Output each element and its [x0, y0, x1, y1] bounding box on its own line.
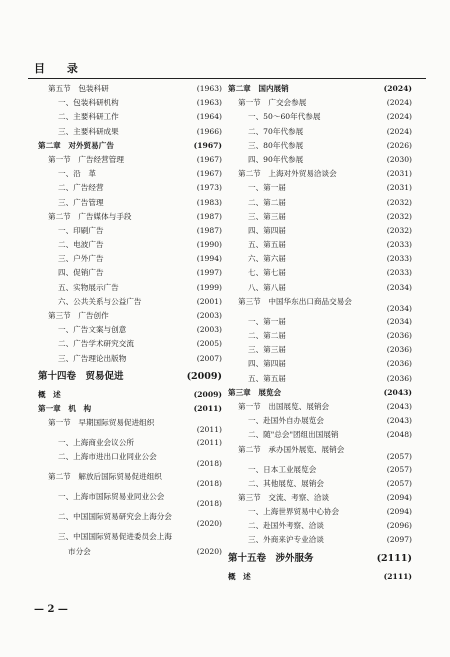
toc-entry-title: 二、电波广告	[58, 240, 104, 250]
toc-entry-page: (1967)	[196, 154, 222, 164]
toc-entry-page: (2111)	[383, 571, 412, 581]
toc-entry-title: 第二节 上海对外贸易洽谈会	[238, 169, 337, 179]
toc-entry	[228, 519, 412, 533]
toc-entry-title: 二、其他展览、展销会	[248, 478, 324, 488]
toc-entry-title: 概 述	[228, 571, 251, 581]
toc-entry-page: (2032)	[386, 211, 412, 221]
toc-entry	[38, 510, 222, 530]
toc-entry	[228, 372, 412, 386]
toc-entry-title: 五、第五届	[248, 373, 286, 383]
toc-entry	[38, 402, 222, 416]
toc-entry-page: (2030)	[386, 154, 412, 164]
toc-entry-page: (2020)	[196, 519, 222, 529]
toc-entry-page: (1990)	[196, 240, 222, 250]
toc-entry-title: 一、广告文案与创意	[58, 325, 127, 335]
toc-entry-title: 三、第三届	[248, 211, 286, 221]
toc-entry-page: (2005)	[196, 339, 222, 349]
toc-entry-title: 第三章 展览会	[228, 387, 282, 397]
toc-entry	[38, 450, 222, 470]
toc-entry	[38, 323, 222, 337]
toc-entry-title: 四、第四届	[248, 225, 286, 235]
toc-entry-title: 第一章 机 构	[38, 403, 92, 413]
toc-entry-title: 一、沿 革	[58, 169, 96, 179]
toc-entry-title: 四、90年代参展	[248, 154, 304, 164]
toc-entry-title: 三、外商来沪专业洽谈	[248, 535, 324, 545]
toc-entry-title: 第二章 对外贸易广告	[38, 140, 114, 150]
toc-entry-title: 第三节 中国华东出口商品交易会	[238, 296, 352, 306]
toc-entry-title: 一、上海商业会议公所	[58, 438, 134, 448]
toc-entry	[38, 210, 222, 224]
toc-entry-page: (1966)	[196, 126, 222, 136]
toc-entry-page: (2036)	[386, 373, 412, 383]
toc-entry	[38, 470, 222, 490]
toc-entry	[38, 545, 222, 559]
toc-entry-page: (2057)	[386, 451, 412, 461]
toc-entry-title: 三、广告理论出版物	[58, 353, 127, 363]
toc-entry-page: (2033)	[386, 240, 412, 250]
toc-entry	[38, 238, 222, 252]
toc-entry	[228, 196, 412, 210]
toc-entry-page: (2003)	[196, 311, 222, 320]
toc-entry	[38, 252, 222, 266]
toc-entry-page: (1963)	[196, 98, 222, 108]
toc-entry	[228, 139, 412, 153]
toc-entry	[228, 463, 412, 477]
toc-entry-title: 二、中国国际贸易研究会上海分会	[58, 512, 172, 522]
toc-entry-page: (2032)	[386, 225, 412, 235]
toc-entry-page: (2043)	[386, 416, 412, 426]
toc-entry-page: (2026)	[386, 140, 412, 150]
toc-entry-title: 第二节 广告媒体与手段	[48, 211, 132, 221]
toc-entry-title: 一、日本工业展览会	[248, 464, 317, 474]
toc-entry	[38, 490, 222, 510]
toc-entry-title: 一、第一届	[248, 183, 286, 193]
toc-entry	[228, 343, 412, 357]
toc-entry-page: (2033)	[386, 254, 412, 264]
toc-entry-title: 四、第四届	[248, 359, 286, 369]
toc-entry-page: (2034)	[386, 316, 412, 326]
toc-entry-page: (2024)	[383, 84, 412, 93]
toc-entry-title: 一、上海市国际贸易业同业公会	[58, 492, 165, 502]
toc-entry-title: 第三节 广告创作	[48, 311, 109, 320]
toc-entry-page: (2057)	[386, 464, 412, 474]
toc-entry-title: 三、80年代参展	[248, 140, 304, 150]
toc-entry	[38, 530, 222, 544]
toc-entry-page: (2024)	[386, 98, 412, 108]
toc-entry-title: 一、包装科研机构	[58, 98, 119, 108]
toc-entry-page: (2024)	[386, 126, 412, 136]
toc-entry-title: 五、实物展示广告	[58, 282, 119, 292]
toc-entry	[228, 181, 412, 195]
toc-entry	[38, 167, 222, 181]
toc-entry-title: 二、70年代参展	[248, 126, 304, 136]
toc-entry-title: 一、50～60年代参展	[248, 112, 321, 122]
toc-entry	[38, 337, 222, 351]
toc-entry	[38, 110, 222, 124]
toc-entry	[228, 167, 412, 181]
toc-entry	[228, 281, 412, 295]
toc-entry-page: (2031)	[386, 169, 412, 179]
page-header: 目 录	[34, 62, 87, 75]
toc-entry-page: (2096)	[386, 521, 412, 531]
toc-entry-title: 二、广告经营	[58, 183, 104, 193]
toc-entry	[228, 315, 412, 329]
toc-entry-page: (1963)	[196, 84, 222, 93]
toc-entry-page: (2097)	[386, 535, 412, 545]
toc-entry-page: (2011)	[193, 403, 222, 413]
toc-entry-page: (2011)	[196, 438, 222, 448]
toc-entry-page: (2032)	[386, 197, 412, 207]
toc-entry-page: (2003)	[196, 325, 222, 335]
toc-entry	[38, 96, 222, 110]
toc-entry	[228, 82, 412, 96]
toc-entry-page: (1994)	[196, 254, 222, 264]
toc-entry-title: 二、广告学术研究交流	[58, 339, 134, 349]
toc-entry	[38, 125, 222, 139]
toc-entry-page: (1983)	[196, 197, 222, 207]
toc-entry	[228, 210, 412, 224]
toc-entry-title: 七、第七届	[248, 268, 286, 278]
toc-entry-page: (2018)	[196, 479, 222, 489]
toc-entry	[228, 96, 412, 110]
toc-entry	[228, 295, 412, 315]
toc-entry-title: 二、主要科研工作	[58, 112, 119, 122]
toc-entry	[38, 196, 222, 210]
toc-entry-title: 二、随"总会"团组出国展销	[248, 430, 339, 440]
toc-entry-title: 第二节 解放后国际贸易促进组织	[48, 472, 162, 482]
toc-entry	[38, 388, 222, 402]
toc-entry-page: (2057)	[386, 478, 412, 488]
toc-entry-page: (2034)	[386, 282, 412, 292]
toc-entry-title: 六、公共关系与公益广告	[58, 296, 142, 306]
toc-entry	[38, 366, 222, 388]
page-number: — 2 —	[34, 604, 68, 615]
toc-entry	[228, 491, 412, 505]
toc-entry	[228, 548, 412, 570]
toc-entry-page: (2034)	[386, 303, 412, 313]
toc-entry-page: (2043)	[386, 401, 412, 411]
toc-entry-title: 第十五卷 涉外服务	[228, 552, 314, 564]
toc-entry-page: (2043)	[383, 387, 412, 397]
toc-entry-page: (2001)	[196, 296, 222, 306]
toc-entry-title: 第三节 交流、考察、洽谈	[238, 492, 330, 502]
toc-entry	[38, 224, 222, 238]
toc-entry-title: 第一节 早期国际贸易促进组织	[48, 418, 155, 428]
toc-entry	[38, 295, 222, 309]
toc-entry-title: 三、广告管理	[58, 197, 104, 207]
toc-entry-title: 三、第三届	[248, 345, 286, 355]
toc-entry-title: 三、主要科研成果	[58, 126, 119, 136]
toc-entry-page: (1987)	[196, 225, 222, 235]
toc-entry-title: 一、第一届	[248, 316, 286, 326]
toc-entry	[38, 153, 222, 167]
toc-entry-title: 六、第六届	[248, 254, 286, 264]
toc-entry-page: (1967)	[193, 140, 222, 150]
toc-entry-title: 第十四卷 贸易促进	[38, 370, 124, 382]
toc-entry	[228, 400, 412, 414]
toc-entry-title: 二、赴国外考察、洽谈	[248, 521, 324, 531]
toc-entry-title: 第一节 出国展览、展销会	[238, 401, 330, 411]
toc-entry	[228, 357, 412, 371]
toc-entry-title: 第一节 广告经营管理	[48, 154, 124, 164]
toc-entry-title: 一、上海世界贸易中心协会	[248, 507, 340, 517]
toc-entry	[38, 266, 222, 280]
toc-entry	[38, 139, 222, 153]
toc-entry-page: (1987)	[196, 211, 222, 221]
toc-entry-page: (2111)	[376, 552, 412, 564]
header-rule	[28, 78, 426, 79]
toc-entry-page: (2031)	[386, 183, 412, 193]
toc-entry-title: 概 述	[38, 389, 61, 399]
toc-entry-title: 二、第二届	[248, 331, 286, 340]
toc-left-column	[38, 82, 222, 559]
toc-entry-page: (2033)	[386, 268, 412, 278]
toc-entry-page: (2024)	[386, 112, 412, 122]
toc-entry-page: (2018)	[196, 499, 222, 509]
toc-entry	[38, 352, 222, 366]
toc-entry-title: 五、第五届	[248, 240, 286, 250]
toc-entry	[228, 125, 412, 139]
toc-entry	[228, 533, 412, 547]
toc-entry-page: (1964)	[196, 112, 222, 122]
toc-entry	[228, 224, 412, 238]
toc-entry-page: (2036)	[386, 359, 412, 369]
toc-entry-page: (2036)	[386, 331, 412, 340]
toc-entry-page: (2094)	[386, 492, 412, 502]
toc-entry	[38, 309, 222, 323]
toc-entry-page: (2094)	[386, 507, 412, 517]
toc-entry-page: (2048)	[386, 430, 412, 440]
toc-entry-page: (2007)	[196, 353, 222, 363]
toc-entry-page: (2018)	[196, 459, 222, 469]
toc-right-column	[228, 82, 412, 584]
toc-entry	[38, 416, 222, 436]
toc-entry	[38, 181, 222, 195]
toc-entry-title: 第五节 包装科研	[48, 84, 109, 93]
toc-entry-title: 三、中国国际贸易促进委员会上海	[58, 532, 172, 542]
toc-entry-title: 四、促销广告	[58, 268, 104, 278]
toc-entry	[228, 505, 412, 519]
toc-entry-page: (2011)	[196, 425, 222, 435]
toc-entry	[228, 238, 412, 252]
toc-entry	[228, 386, 412, 400]
toc-entry-title: 二、第二届	[248, 197, 286, 207]
toc-entry	[38, 281, 222, 295]
toc-entry	[228, 153, 412, 167]
toc-entry	[228, 252, 412, 266]
toc-entry-page: (1999)	[196, 282, 222, 292]
toc-entry	[228, 443, 412, 463]
toc-entry-page: (1973)	[196, 183, 222, 193]
toc-entry	[38, 82, 222, 96]
toc-entry-title: 第二节 承办国外展览、展销会	[238, 444, 345, 454]
toc-entry-page: (2020)	[196, 546, 222, 556]
toc-entry	[228, 110, 412, 124]
toc-entry-title: 第二章 国内展销	[228, 84, 289, 93]
toc-entry	[228, 570, 412, 584]
toc-entry-title: 一、印刷广告	[58, 225, 104, 235]
toc-entry	[228, 428, 412, 442]
toc-entry-title: 一、赴国外自办展览会	[248, 416, 324, 426]
toc-entry	[228, 414, 412, 428]
toc-entry	[228, 266, 412, 280]
toc-entry	[228, 329, 412, 343]
toc-entry-page: (1997)	[196, 268, 222, 278]
toc-entry-title: 第一节 广交会参展	[238, 98, 307, 108]
toc-entry-title: 二、上海市进出口业同业公会	[58, 452, 157, 462]
toc-entry-title: 三、户外广告	[58, 254, 104, 264]
toc-entry-title: 八、第八届	[248, 282, 286, 292]
toc-entry-title: 市分会	[68, 546, 91, 556]
toc-entry-page: (1967)	[196, 169, 222, 179]
toc-entry	[228, 477, 412, 491]
toc-entry-page: (2009)	[186, 370, 222, 382]
toc-entry-page: (2036)	[386, 345, 412, 355]
toc-entry-page: (2009)	[193, 389, 222, 399]
toc-entry	[38, 436, 222, 450]
